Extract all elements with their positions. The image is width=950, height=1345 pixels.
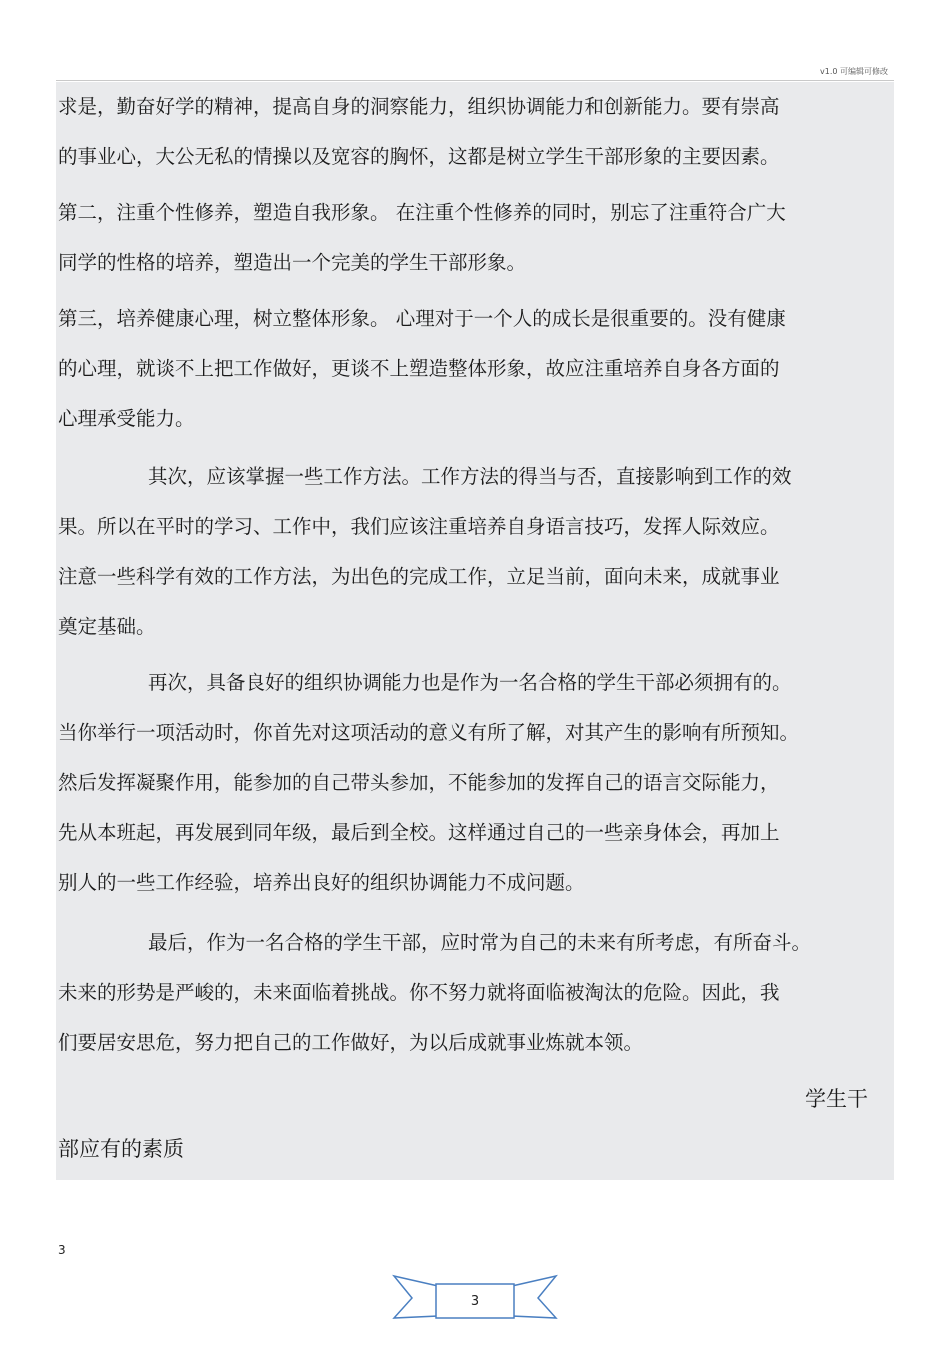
text-line: 奠定基础。 [58,615,156,638]
paragraph-4 [58,452,894,652]
footer-page-number: 3 [58,1243,66,1257]
text-line: 第二，注重个性修养，塑造自我形象。 在注重个性修养的同时，别忘了注重符合广大 [58,201,786,224]
text-line: 注意一些科学有效的工作方法，为出色的完成工作，立足当前，面向未来，成就事业 [58,565,780,588]
page-box-number: 3 [470,1294,480,1309]
closing-title-right: 学生干 [805,1087,868,1111]
text-line: 的心理，就谈不上把工作做好，更谈不上塑造整体形象，故应注重培养自身各方面的 [58,357,780,380]
text-line: 心理承受能力。 [58,407,195,430]
document-body [56,82,894,1180]
paragraph-6 [58,918,894,1068]
text-line: 求是，勤奋好学的精神，提高自身的洞察能力，组织协调能力和创新能力。要有崇高 [58,95,780,118]
text-line: 第三，培养健康心理，树立整体形象。 心理对于一个人的成长是很重要的。没有健康 [58,307,786,330]
closing-title [58,1074,894,1174]
paragraph-1 [58,82,894,182]
text-line: 们要居安思危，努力把自己的工作做好，为以后成就事业炼就本领。 [58,1031,644,1054]
paragraph-5 [58,658,894,908]
paragraph-3 [58,294,894,444]
text-line: 未来的形势是严峻的，未来面临着挑战。你不努力就将面临被淘汰的危险。因此，我 [58,981,780,1004]
paragraph-2 [58,188,894,288]
text-line: 当你举行一项活动时，你首先对这项活动的意义有所了解，对其产生的影响有所预知。 [58,721,800,744]
text-line: 最后，作为一名合格的学生干部，应时常为自己的未来有所考虑，有所奋斗。 [148,931,812,954]
text-line: 然后发挥凝聚作用，能参加的自己带头参加，不能参加的发挥自己的语言交际能力， [58,771,780,794]
text-line: 的事业心，大公无私的情操以及宽容的胸怀，这都是树立学生干部形象的主要因素。 [58,145,780,168]
text-line: 别人的一些工作经验，培养出良好的组织协调能力不成问题。 [58,871,585,894]
header-divider [56,80,894,81]
closing-title-left: 部应有的素质 [58,1137,184,1161]
text-line: 再次，具备良好的组织协调能力也是作为一名合格的学生干部必须拥有的。 [148,671,792,694]
text-line: 其次，应该掌握一些工作方法。工作方法的得当与否，直接影响到工作的效 [148,465,792,488]
text-line: 同学的性格的培养，塑造出一个完美的学生干部形象。 [58,251,527,274]
version-label: v1.0 可编辑可修改 [820,67,888,76]
text-line: 先从本班起，再发展到同年级，最后到全校。这样通过自己的一些亲身体会，再加上 [58,821,780,844]
text-line: 果。所以在平时的学习、工作中，我们应该注重培养自身语言技巧，发挥人际效应。 [58,515,780,538]
